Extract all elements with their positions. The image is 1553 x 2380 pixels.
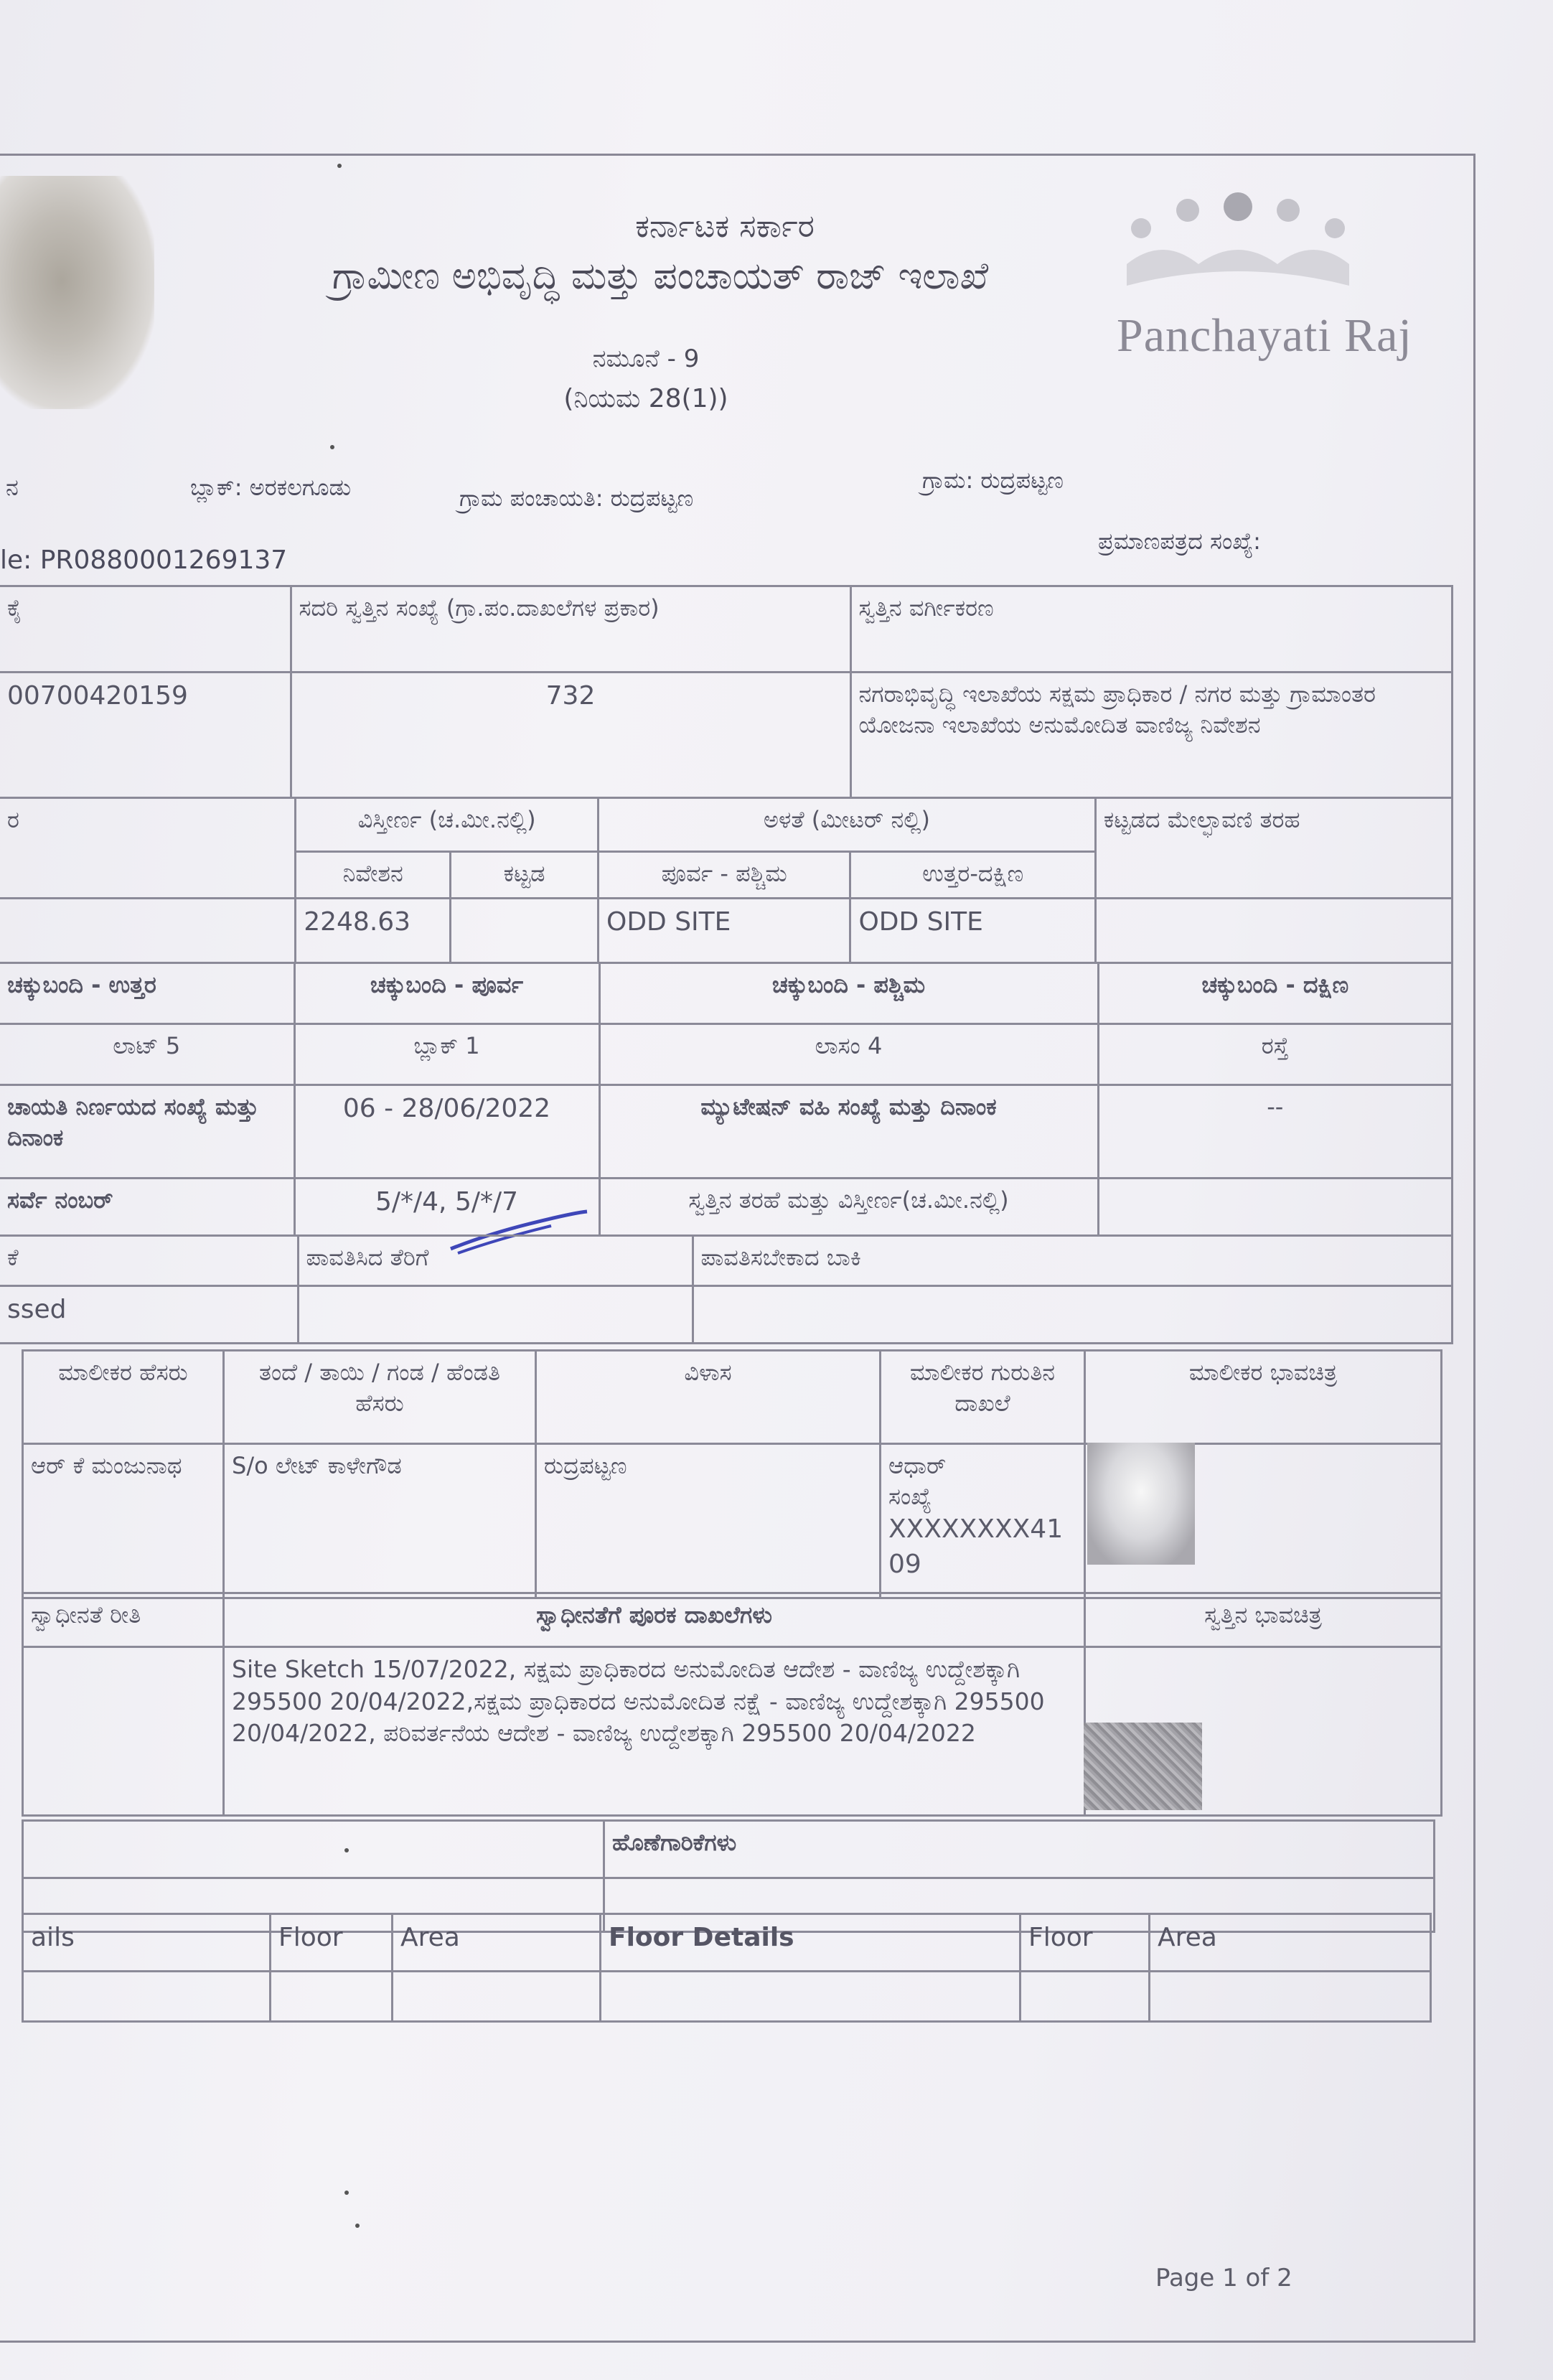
village-label: ಗ್ರಾಮ: ರುದ್ರಪಟ್ಟಣ [922,467,1064,494]
area-right-label: Area [1150,1914,1431,1972]
owner-name-label: ಮಾಲೀಕರ ಹೆಸರು [23,1351,224,1444]
owner-id-value-cell [881,1444,1085,1598]
rule-reference: (ನಿಯಮ 28(1)) [563,384,728,413]
floor-left-label: Floor [271,1914,393,1972]
page-number: Page 1 of 2 [1155,2264,1292,2292]
dimensions-col1-label: ರ [0,798,296,899]
property-type-label: ಸ್ವತ್ತಿನ ತರಹೆ ಮತ್ತು ವಿಸ್ತೀರ್ಣ(ಚ.ಮೀ.ನಲ್ಲಿ) [599,1179,1098,1236]
east-west-value: ODD SITE [598,899,850,963]
tax-due-label: ಪಾವತಿಸಬೇಕಾದ ಬಾಕಿ [693,1236,1453,1286]
floor-details-table [22,1913,1432,2023]
owner-photo-label: ಮಾಲೀಕರ ಭಾವಚಿತ್ರ [1085,1351,1442,1444]
ownership-method-label: ಸ್ವಾಧೀನತೆ ರೀತಿ [23,1593,224,1647]
building-label: ಕಟ್ಟಡ [451,852,599,899]
area-left-label: Area [393,1914,601,1972]
measurement-label: ಅಳತೆ (ಮೀಟರ್ ನಲ್ಲಿ) [598,798,1095,852]
address-value: ರುದ್ರಪಟ್ಟಣ [536,1444,881,1598]
north-boundary-label: ಚಕ್ಕುಬಂದಿ - ಉತ್ತರ [0,963,294,1024]
mutation-value: -- [1098,1085,1453,1179]
karnataka-emblem-icon [0,176,154,409]
taluk-label: ಬ್ಲಾಕ್: ಅರಕಲಗೂಡು [190,474,352,501]
survey-number-value: 5/*/4, 5/*/7 [294,1179,599,1236]
id-number-label: ಸಂಖ್ಯೆ [888,1483,932,1511]
department-title: ಗ್ರಾಮೀಣ ಅಭಿವೃದ್ಧಿ ಮತ್ತು ಪಂಚಾಯತ್ ರಾಜ್ ಇಲಾಖೆ [332,255,989,298]
east-boundary-value: ಬ್ಲಾಕ್ 1 [294,1024,599,1085]
property-photo [1084,1723,1202,1810]
ownership-docs-label: ಸ್ವಾಧೀನತೆಗೆ ಪೂರಕ ದಾಖಲೆಗಳು [224,1593,1085,1647]
east-boundary-label: ಚಕ್ಕುಬಂದಿ - ಪೂರ್ವ [294,963,599,1024]
government-title: ಕರ್ನಾಟಕ ಸರ್ಕಾರ [635,208,815,245]
panchayati-raj-logo-icon [1120,185,1356,300]
survey-number-label: ಸರ್ವೆ ನಂಬರ್ [0,1179,294,1236]
district-label: ನ [6,474,19,501]
east-west-label: ಪೂರ್ವ - ಪಶ್ಚಿಮ [598,852,850,899]
roof-type-label: ಕಟ್ಟಡದ ಮೇಲ್ಛಾವಣಿ ತರಹ [1095,798,1452,899]
id-type: ಆಧಾರ್ [888,1452,947,1479]
certificate-number-label: ಪ್ರಮಾಣಪತ್ರದ ಸಂಖ್ಯೆ: [1098,528,1261,555]
paid-tax-label: ಪಾವತಿಸಿದ ತೆರಿಗೆ [298,1236,693,1286]
site-area-value: 2248.63 [296,899,451,963]
ownership-table [22,1592,1442,1817]
mutation-label: ಮ್ಯುಟೇಷನ್ ವಹಿ ಸಂಖ್ಯೆ ಮತ್ತು ದಿನಾಂಕ [599,1085,1098,1179]
liabilities-label: ಹೊಣೆಗಾರಿಕೆಗಳು [604,1821,1435,1878]
owner-table [22,1349,1442,1599]
site-label: ನಿವೇಶನ [296,852,451,899]
north-south-label: ಉತ್ತರ-ದಕ್ಷಿಣ [850,852,1095,899]
owner-id-label: ಮಾಲೀಕರ ಗುರುತಿನ ದಾಖಲೆ [881,1351,1085,1444]
south-boundary-value: ರಸ್ತೆ [1098,1024,1453,1085]
panchayati-raj-logo-text: Panchayati Raj [1117,309,1412,362]
property-photo-label: ಸ್ವತ್ತಿನ ಭಾವಚಿತ್ರ [1085,1593,1442,1647]
floor-right-label: Floor [1021,1914,1150,1972]
property-number-label: ಸದರಿ ಸ್ವತ್ತಿನ ಸಂಖ್ಯೆ (ಗ್ರಾ.ಪಂ.ದಾಖಲೆಗಳ ಪ್ರಕಾರ) [291,586,850,673]
property-classification-label: ಸ್ವತ್ತಿನ ವರ್ಗೀಕರಣ [850,586,1453,673]
relative-name-value: S/o ಲೇಟ್ ಕಾಳೇಗೌಡ [224,1444,536,1598]
resolution-value: 06 - 28/06/2022 [294,1085,599,1179]
owner-photo [1087,1443,1195,1565]
floor-details-left-label: ails [23,1914,271,1972]
address-label: ವಿಳಾಸ [536,1351,881,1444]
west-boundary-value: ಲಾಸಂ 4 [599,1024,1098,1085]
relative-name-label: ತಂದೆ / ತಾಯಿ / ಗಂಡ / ಹೆಂಡತಿ ಹೆಸರು [224,1351,536,1444]
tax-col1-label: ಕೆ [0,1236,298,1286]
owner-name-value: ಆರ್ ಕೆ ಮಂಜುನಾಥ [23,1444,224,1598]
ownership-docs-value: Site Sketch 15/07/2022, ಸಕ್ಷಮ ಪ್ರಾಧಿಕಾರದ ಅನುಮೋದಿತ ಆದೇಶ - ವಾಣಿಜ್ಯ ಉದ್ದೇಶಕ್ಕಾಗಿ 295500 20/04/2022,ಸಕ್ಷಮ ಪ್ರಾಧಿಕಾರದ ಅನುಮೋದಿತ ನಕ್ಷೆ - ವಾಣಿಜ್ಯ ಉದ್ದೇಶಕ್ಕಾಗಿ 295500 20/04/2022, ಪರಿವರ್ತನೆಯ ಆದೇಶ - ವಾಣಿಜ್ಯ ಉದ್ದೇಶಕ್ಕಾಗಿ 295500 20/04/2022 [224,1647,1085,1816]
north-south-value: ODD SITE [850,899,1095,963]
boundaries-table [0,962,1453,1237]
form-number: ನಮೂನೆ - 9 [592,345,700,373]
south-boundary-label: ಚಕ್ಕುಬಂದಿ - ದಕ್ಷಿಣ [1098,963,1453,1024]
area-label: ವಿಸ್ತೀರ್ಣ (ಚ.ಮೀ.ನಲ್ಲಿ) [296,798,599,852]
floor-details-right-label: Floor Details [601,1914,1021,1972]
property-id-value: 00700420159 [0,673,291,798]
property-number-value: 732 [291,673,850,798]
property-id-number: le: PR0880001269137 [0,545,288,575]
north-boundary-value: ಲಾಟ್ 5 [0,1024,294,1085]
tax-table [0,1234,1453,1344]
gram-panchayat-label: ಗ್ರಾಮ ಪಂಚಾಯತಿ: ರುದ್ರಪಟ್ಟಣ [459,484,694,512]
dimensions-table [0,797,1453,964]
property-col1-label: ಕೈ [0,586,291,673]
property-info-table [0,585,1453,799]
property-classification-value: ನಗರಾಭಿವೃದ್ಧಿ ಇಲಾಖೆಯ ಸಕ್ಷಮ ಪ್ರಾಧಿಕಾರ / ನಗರ ಮತ್ತು ಗ್ರಾಮಾಂತರ ಯೋಜನಾ ಇಲಾಖೆಯ ಅನುಮೋದಿತ ವಾಣಿಜ್ಯ ನಿವೇಶನ [850,673,1453,798]
west-boundary-label: ಚಕ್ಕುಬಂದಿ - ಪಶ್ಚಿಮ [599,963,1098,1024]
id-number-value: XXXXXXXX4109 [888,1514,1064,1579]
resolution-label: ಚಾಯತಿ ನಿರ್ಣಯದ ಸಂಖ್ಯೆ ಮತ್ತು ದಿನಾಂಕ [0,1085,294,1179]
tax-col1-value: ssed [0,1286,298,1344]
